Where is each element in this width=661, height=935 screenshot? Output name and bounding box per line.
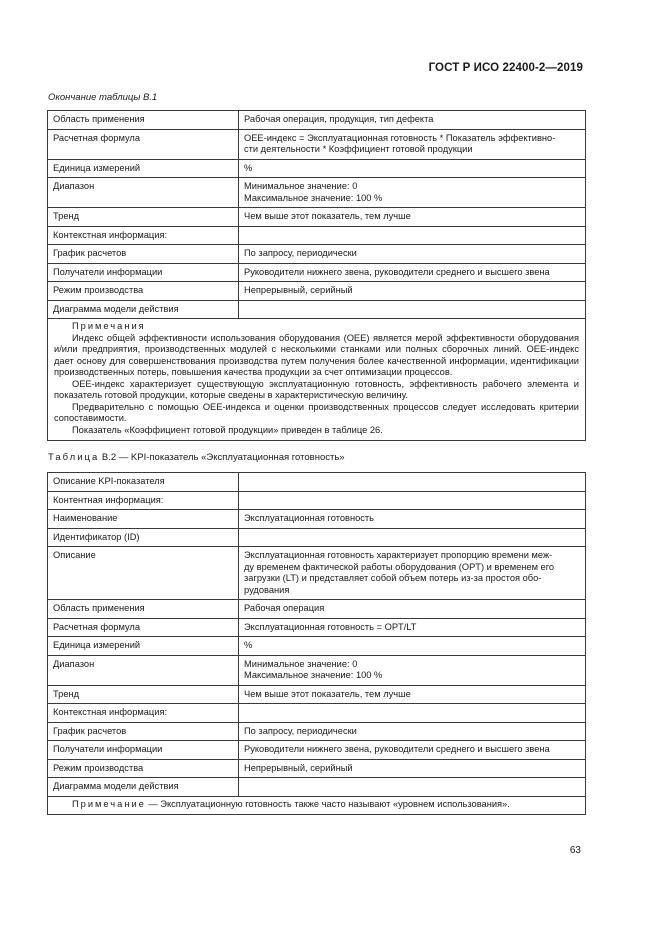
value-line: Минимальное значение: 0 xyxy=(244,658,358,669)
row-value xyxy=(239,282,586,301)
table-row xyxy=(48,159,586,178)
value-line xyxy=(244,495,580,507)
table2 xyxy=(47,472,586,815)
table-row xyxy=(48,510,586,529)
value-line: Рабочая операция, продукция, тип дефекта xyxy=(244,114,434,124)
row-value xyxy=(239,778,586,797)
table2-caption-title: В.2 — KPI-показатель «Эксплуатационная готовность» xyxy=(99,452,345,463)
note-heading: Примечания xyxy=(72,321,146,331)
value-line: Рабочая операция xyxy=(244,603,325,613)
document-header: ГОСТ Р ИСО 22400-2—2019 xyxy=(428,62,583,74)
row-value xyxy=(239,510,586,529)
value-line: Эксплуатационная готовность xyxy=(244,513,375,523)
value-line xyxy=(244,532,580,544)
value-line: % xyxy=(244,162,253,173)
table-row xyxy=(48,245,586,264)
row-label: Идентификатор (ID) xyxy=(48,528,239,547)
table1-note xyxy=(48,319,586,441)
row-label: График расчетов xyxy=(48,245,239,264)
row-label: Контентная информация: xyxy=(48,491,239,510)
table-row xyxy=(48,600,586,619)
note-paragraph xyxy=(54,799,579,811)
table-row xyxy=(48,282,586,301)
row-value xyxy=(239,159,586,178)
row-label: Расчетная формула xyxy=(48,129,239,159)
row-value xyxy=(239,473,586,492)
row-label: График расчетов xyxy=(48,722,239,741)
row-label: Единица измерений xyxy=(48,159,239,178)
value-line: Чем выше этот показатель, тем лучше xyxy=(244,688,411,699)
table-row xyxy=(48,300,586,319)
table-row xyxy=(48,655,586,685)
table-row xyxy=(48,741,586,760)
row-value xyxy=(239,300,586,319)
value-line: Минимальное значение: 0 xyxy=(244,181,358,191)
row-label: Тренд xyxy=(48,208,239,227)
row-label: Расчетная формула xyxy=(48,618,239,637)
note-heading: Примечание xyxy=(72,798,146,809)
value-line: рудования xyxy=(244,584,290,595)
row-label: Режим производства xyxy=(48,282,239,301)
table-row xyxy=(48,618,586,637)
row-value xyxy=(239,129,586,159)
value-line xyxy=(244,304,580,316)
table2-caption xyxy=(48,452,345,463)
row-value xyxy=(239,547,586,600)
row-value xyxy=(239,741,586,760)
table1-caption: Окончание таблицы В.1 xyxy=(48,92,158,103)
value-line: По запросу, периодически xyxy=(244,248,357,258)
table2-caption-prefix: Таблица xyxy=(48,452,100,463)
row-value xyxy=(239,491,586,510)
row-label: Режим производства xyxy=(48,759,239,778)
table-row xyxy=(48,263,586,282)
value-line: Эксплуатационная готовность = OPT/LT xyxy=(244,621,417,632)
value-line: Руководители нижнего звена, руководители среднего и высшего звена xyxy=(244,744,550,754)
row-label: Контекстная информация: xyxy=(48,226,239,245)
value-line: Максимальное значение: 100 % xyxy=(244,670,383,680)
row-value xyxy=(239,208,586,227)
note-row xyxy=(48,319,586,441)
row-value xyxy=(239,722,586,741)
value-line: Максимальное значение: 100 % xyxy=(244,192,383,203)
value-line: сти деятельности * Коэффициент готовой продукции xyxy=(244,144,473,154)
table-row xyxy=(48,685,586,704)
table-row xyxy=(48,704,586,723)
row-value xyxy=(239,618,586,637)
table-row xyxy=(48,129,586,159)
note-paragraph: Индекс общей эффективности использования оборудования (ОЕЕ) является мерой эффективности оборудования и/или предприятия, производственных модулей с несколькими станками или полных сборочных линий. ОЕЕ-индекс дает основу для совершенствования производства путем получения более качественной информации, идентификации производственных потерь, повышения качества продукции за счет оптимизации процессов. xyxy=(54,332,579,377)
row-label: Диапазон xyxy=(48,655,239,685)
value-line: Эксплуатационная готовность характеризует пропорцию времени меж- xyxy=(244,550,553,560)
table-row xyxy=(48,547,586,600)
row-label: Тренд xyxy=(48,685,239,704)
table-row xyxy=(48,111,586,130)
table-row xyxy=(48,178,586,208)
value-line: По запросу, периодически xyxy=(244,725,357,736)
row-label: Получатели информации xyxy=(48,741,239,760)
table-row xyxy=(48,759,586,778)
row-value xyxy=(239,685,586,704)
table-row xyxy=(48,208,586,227)
row-value xyxy=(239,245,586,264)
note-paragraph: ОЕЕ-индекс характеризует существующую эксплуатационную готовность, эффективность рабочего элемента и показатель готовой продукции, которые сведены в характеристическую величину. xyxy=(54,378,579,400)
row-value xyxy=(239,528,586,547)
row-label: Наименование xyxy=(48,510,239,529)
row-value xyxy=(239,263,586,282)
row-label: Контекстная информация: xyxy=(48,704,239,723)
table-row xyxy=(48,722,586,741)
value-line: Непрерывный, серийный xyxy=(244,762,353,773)
table1 xyxy=(47,110,586,441)
value-line xyxy=(244,707,580,719)
table-row xyxy=(48,528,586,547)
row-label: Диаграмма модели действия xyxy=(48,300,239,319)
row-value xyxy=(239,600,586,619)
value-line xyxy=(244,781,580,793)
table-row xyxy=(48,778,586,797)
row-label: Описание xyxy=(48,547,239,600)
row-label: Единица измерений xyxy=(48,637,239,656)
page-number: 63 xyxy=(569,845,581,856)
row-label: Область применения xyxy=(48,111,239,130)
table-row xyxy=(48,637,586,656)
value-line: Руководители нижнего звена, руководители среднего и высшего звена xyxy=(244,266,550,277)
note-text: — Эксплуатационную готовность также часто называют «уровнем использования». xyxy=(145,798,510,809)
row-label: Диаграмма модели действия xyxy=(48,778,239,797)
row-label: Описание KPI-показателя xyxy=(48,473,239,492)
note-row xyxy=(48,796,586,815)
table-row xyxy=(48,473,586,492)
row-value xyxy=(239,655,586,685)
row-label: Диапазон xyxy=(48,178,239,208)
row-value xyxy=(239,704,586,723)
value-line: ОЕЕ-индекс = Эксплуатационная готовность * Показатель эффективно- xyxy=(244,132,556,143)
row-label: Получатели информации xyxy=(48,263,239,282)
value-line: загрузки (LT) и представляет собой объем потерь из-за простоя обо- xyxy=(244,573,542,583)
value-line xyxy=(244,230,580,242)
table2-note xyxy=(48,796,586,815)
value-line: Чем выше этот показатель, тем лучше xyxy=(244,211,411,221)
row-label: Область применения xyxy=(48,600,239,619)
row-value xyxy=(239,111,586,130)
value-line: ду временем фактической работы оборудования (OPT) и временем его xyxy=(244,561,555,572)
table-row xyxy=(48,491,586,510)
value-line xyxy=(244,476,580,488)
row-value xyxy=(239,226,586,245)
table-row xyxy=(48,226,586,245)
value-line: % xyxy=(244,640,253,650)
row-value xyxy=(239,637,586,656)
row-value xyxy=(239,178,586,208)
value-line: Непрерывный, серийный xyxy=(244,285,353,295)
note-paragraph: Показатель «Коэффициент готовой продукции» приведен в таблице 26. xyxy=(72,424,383,435)
row-value xyxy=(239,759,586,778)
note-paragraph: Предварительно с помощью ОЕЕ-индекса и оценки производственных процессов следует исследовать критерии сопоставимости. xyxy=(54,401,579,423)
